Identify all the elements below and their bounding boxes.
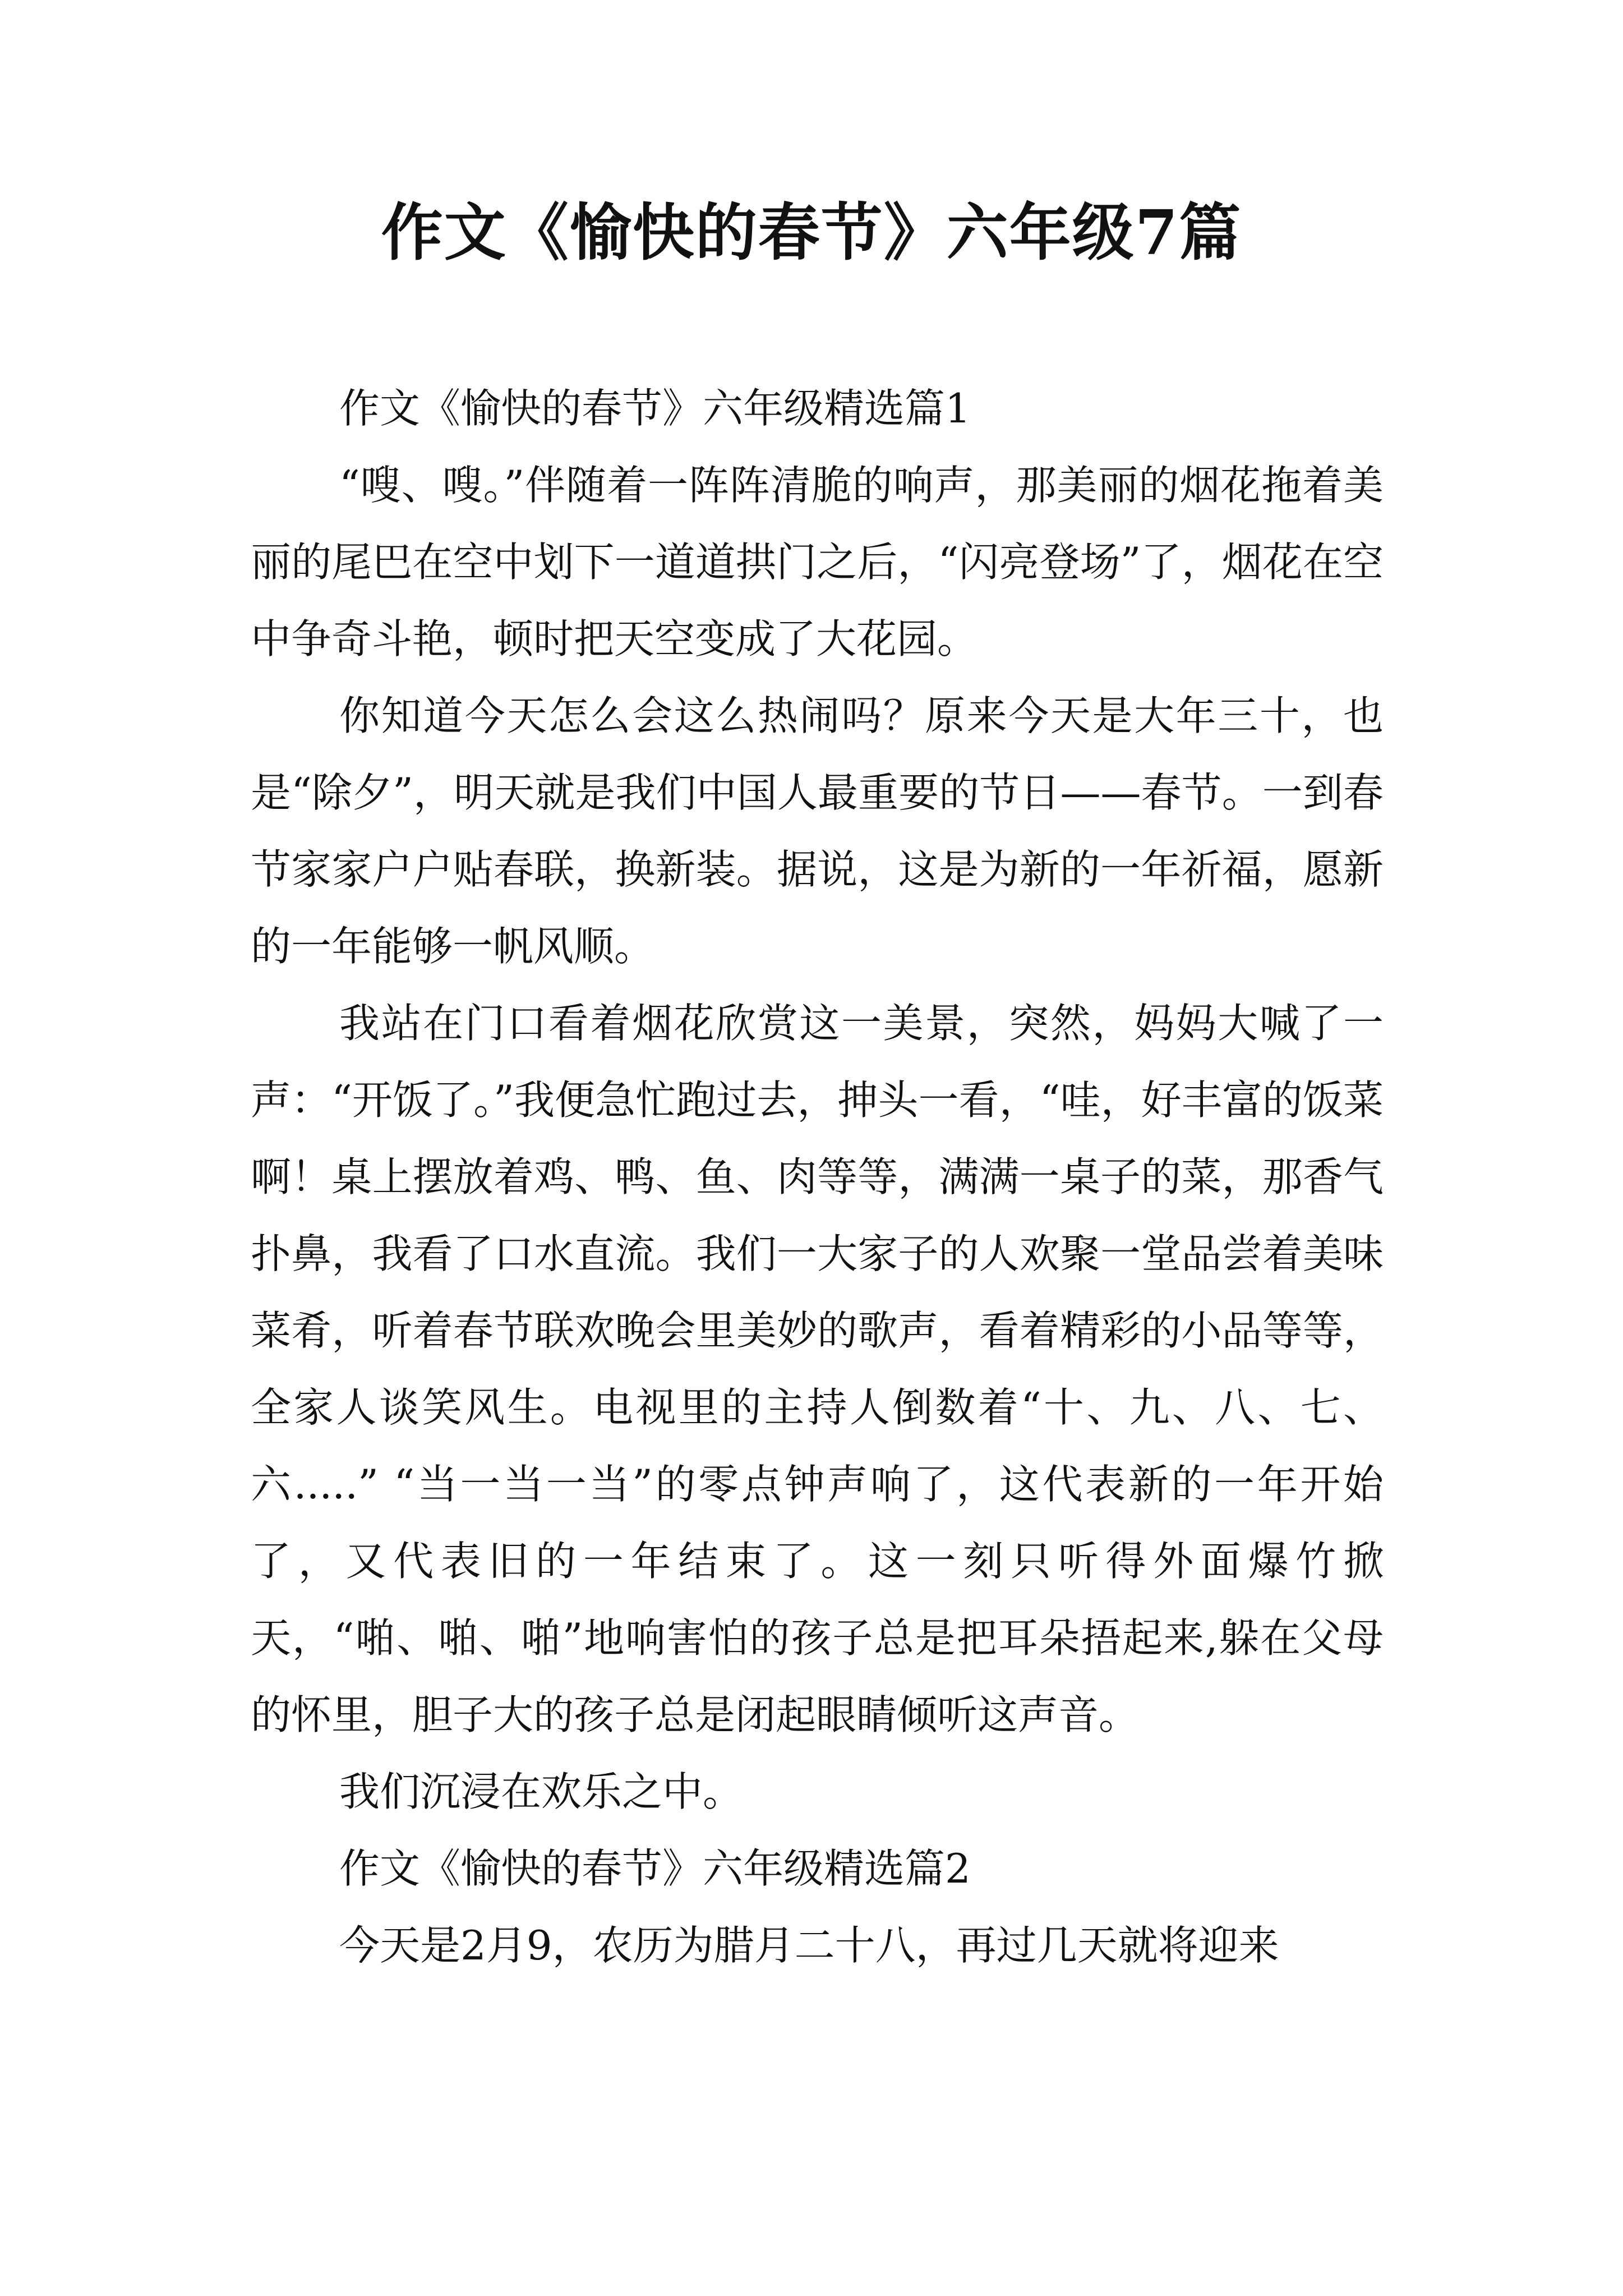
paragraph: “嗖、嗖。”伴随着一阵阵清脆的响声，那美丽的烟花拖着美丽的尾巴在空中划下一道道拱门之后，“闪亮登场”了，烟花在空中争奇斗艳，顿时把天空变成了大花园。 <box>251 462 1384 662</box>
paragraph: 你知道今天怎么会这么热闹吗？原来今天是大年三十，也是“除夕”，明天就是我们中国人最重要的节日——春节。一到春节家家户户贴春联，换新装。据说，这是为新的一年祈福，愿新的一年能够一帆风顺。 <box>251 692 1384 970</box>
section-heading-1: 作文《愉快的春节》六年级精选篇1 <box>339 385 971 432</box>
paragraph: 我站在门口看着烟花欣赏这一美景，突然，妈妈大喊了一声：“开饭了。”我便急忙跑过去，抻头一看，“哇，好丰富的饭菜啊！桌上摆放着鸡、鸭、鱼、肉等等，满满一桌子的菜，那香气扑鼻，我看了口水直流。我们一大家子的人欢聚一堂品尝着美味菜肴，听着春节联欢晚会里美妙的歌声，看着精彩的小品等等，全家人谈笑风生。电视里的主持人倒数着“十、九、八、七、六.....” “当一当一当”的零点钟声响了，这代表新的一年开始了，又代表旧的一年结束了。这一刻只听得外面爆竹掀天，“啪、啪、啪”地响害怕的孩子总是把耳朵捂起来,躲在父母的怀里，胆子大的孩子总是闭起眼睛倾听这声音。 <box>251 1000 1384 1738</box>
paragraph: 今天是2月9，农历为腊月二十八，再过几天就将迎来 <box>339 1922 1279 1969</box>
section-heading-2: 作文《愉快的春节》六年级精选篇2 <box>339 1845 971 1892</box>
paragraph: 我们沉浸在欢乐之中。 <box>339 1768 744 1815</box>
document-body <box>251 370 1384 1984</box>
document-title: 作文《愉快的春节》六年级7篇 <box>381 196 1242 269</box>
